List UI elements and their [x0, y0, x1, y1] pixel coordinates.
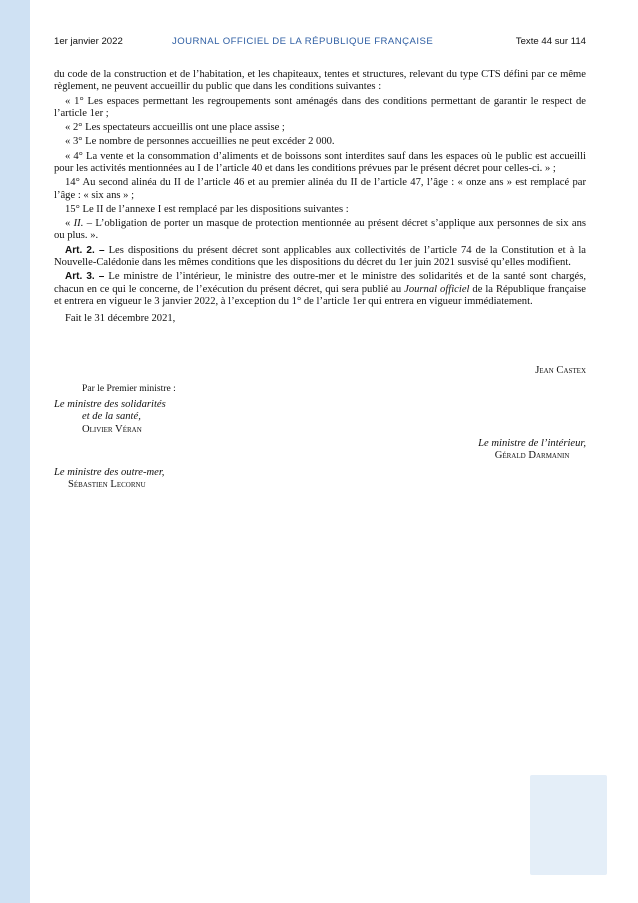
- paragraph: 15° Le II de l’annexe I est remplacé par les dispositions suivantes :: [65, 203, 349, 215]
- decree-body: [54, 69, 586, 328]
- overseas-minister-block: [54, 467, 164, 492]
- article-text: Les dispositions du présent décret sont applicables aux collectivités de l’article 74 de la Constitution et à la Nouvelle-Calédonie dans les mêmes conditions que les dispositions du décret du 1er juin 2021 susvisé qu’elles modifient.: [54, 244, 586, 269]
- prime-minister-signature: Jean Castex: [535, 365, 586, 376]
- prime-minister-intro: Par le Premier ministre :: [82, 383, 176, 394]
- article-text: de la République française et entrera en vigueur le 3 janvier 2022, à l’exception du 1° de l’article 1er qui entrera en vigueur immédiatement.: [54, 283, 586, 308]
- corner-tab: [530, 775, 607, 875]
- article-2: [54, 245, 586, 270]
- minister-title: Le ministre de l’intérieur,: [478, 438, 586, 449]
- paragraph: du code de la construction et de l’habitation, et les chapiteaux, tentes et structures, relevant du type CTS défini par ce même règlement, ne peuvent accueillir du public que dans les conditions suivantes :: [54, 69, 586, 93]
- header-date: 1er janvier 2022: [54, 36, 123, 47]
- minister-title: et de la santé,: [82, 411, 141, 423]
- text-run: – L’obligation de porter un masque de protection mentionnée au présent décret s’applique aux personnes de six ans ou plus. ».: [54, 218, 586, 242]
- health-minister-block: [54, 399, 166, 436]
- article-label: Art. 2. –: [65, 244, 105, 256]
- article-3: [54, 271, 586, 308]
- left-margin-band: [0, 0, 30, 903]
- paragraph: [54, 218, 586, 243]
- minister-name: Olivier Véran: [82, 423, 142, 435]
- roman-numeral: II.: [73, 218, 84, 230]
- journal-title: JOURNAL OFFICIEL DE LA RÉPUBLIQUE FRANÇAISE: [172, 36, 434, 47]
- page-header: [54, 36, 586, 50]
- minister-name: Sébastien Lecornu: [68, 479, 146, 491]
- paragraph: « 4° La vente et la consommation d’aliments et de boissons sont interdites sauf dans les espaces où le public est accueilli pour les activités mentionnées au I de l’article 40 et dans les conditions prévues par le présent décret pour celles-ci. » ;: [54, 150, 586, 175]
- page-counter: Texte 44 sur 114: [515, 36, 586, 47]
- interior-minister-block: [478, 438, 586, 463]
- minister-name: Gérald Darmanin: [494, 450, 570, 462]
- minister-title: Le ministre des outre-mer,: [54, 467, 165, 478]
- journal-reference: Journal officiel: [404, 283, 470, 295]
- paragraph: « 1° Les espaces permettant les regroupements sont aménagés dans des conditions permettant de garantir le respect de l’article 1er ;: [54, 95, 586, 120]
- minister-title: Le ministre des solidarités: [54, 399, 166, 410]
- date-line: Fait le 31 décembre 2021,: [65, 313, 176, 325]
- article-text: Le ministre de l’intérieur, le ministre des outre-mer et le ministre des solidarités et de la santé sont chargés, chacun en ce qui le concerne, de l’exécution du présent décret, qui sera publié au: [54, 271, 586, 295]
- paragraph: « 2° Les spectateurs accueillis ont une place assise ;: [65, 122, 285, 134]
- paragraph: 14° Au second alinéa du II de l’article 46 et au premier alinéa du II de l’article 47, l’âge : « onze ans » est remplacé par l’âge : « six ans » ;: [54, 177, 586, 201]
- paragraph: « 3° Le nombre de personnes accueillies ne peut excéder 2 000.: [65, 136, 335, 148]
- article-label: Art. 3. –: [65, 271, 105, 283]
- text-run: «: [65, 218, 74, 230]
